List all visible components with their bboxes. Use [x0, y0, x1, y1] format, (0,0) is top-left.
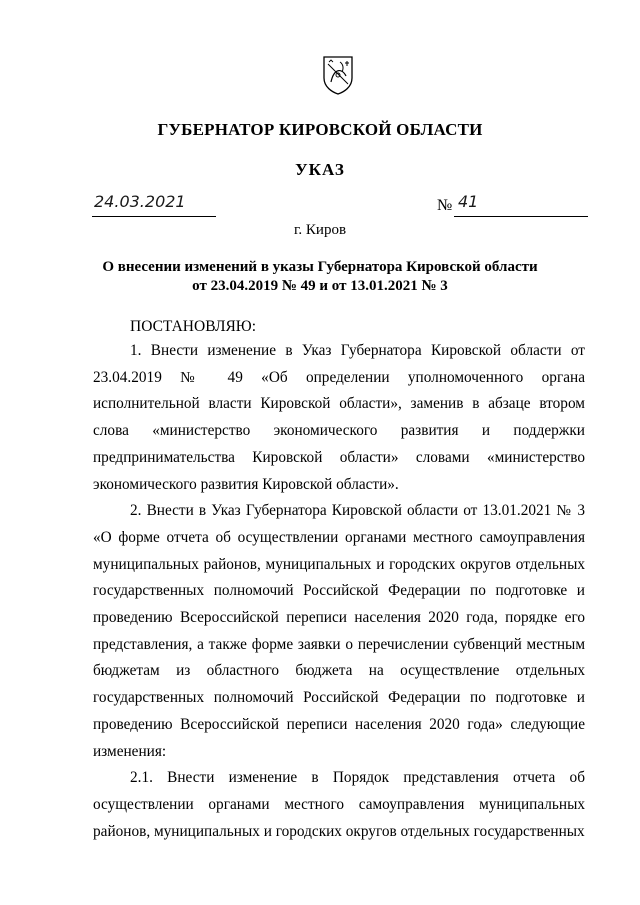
coat-of-arms-icon	[322, 54, 354, 96]
title-line-1: О внесении изменений в указы Губернатора Кировской области	[102, 259, 538, 275]
paragraph-1: 1. Внести изменение в Указ Губернатора Кировской области от 23.04.2019 № 49 «Об определении уполномоченного органа исполнительной власти Кировской области», заменив в абзаце втором слова «министерство экономического развития и поддержки предпринимательства Кировской области» словами «министерство экономического развития Кировской области».	[93, 342, 585, 493]
date-line	[92, 192, 216, 217]
paragraph-2: 2. Внести в Указ Губернатора Кировской области от 13.01.2021 № 3 «О форме отчета об осуществлении органами местного самоуправления муниципальных районов, муниципальных и городских округов отдельных государственных полномочий Российской Федерации по подготовке и проведению Всероссийской переписи населения 2020 года, порядке его представления, а также форме заявки о перечислении субвенций местным бюджетам из областного бюджета на осуществление отдельных государственных полномочий Российской Федерации по подготовке и проведению Всероссийской переписи населения 2020 года» следующие изменения:	[93, 502, 585, 760]
document-body	[93, 338, 585, 845]
document-title	[80, 258, 560, 296]
city: г. Киров	[293, 222, 347, 238]
handwritten-number: 41	[458, 192, 479, 211]
number-label: №	[437, 197, 453, 214]
decree-word: ПОСТАНОВЛЯЮ:	[130, 318, 257, 335]
paragraph-2-1: 2.1. Внести изменение в Порядок представления отчета об осуществлении органами местного самоуправления муниципальных районов, муниципальных и городских округов отдельных государственных	[93, 769, 585, 840]
handwritten-date: 24.03.2021	[94, 192, 186, 211]
number-line	[454, 192, 588, 217]
issuing-authority: ГУБЕРНАТОР КИРОВСКОЙ ОБЛАСТИ	[157, 120, 483, 139]
title-line-2: от 23.04.2019 № 49 и от 13.01.2021 № 3	[192, 278, 448, 294]
document-type: УКАЗ	[295, 160, 345, 179]
